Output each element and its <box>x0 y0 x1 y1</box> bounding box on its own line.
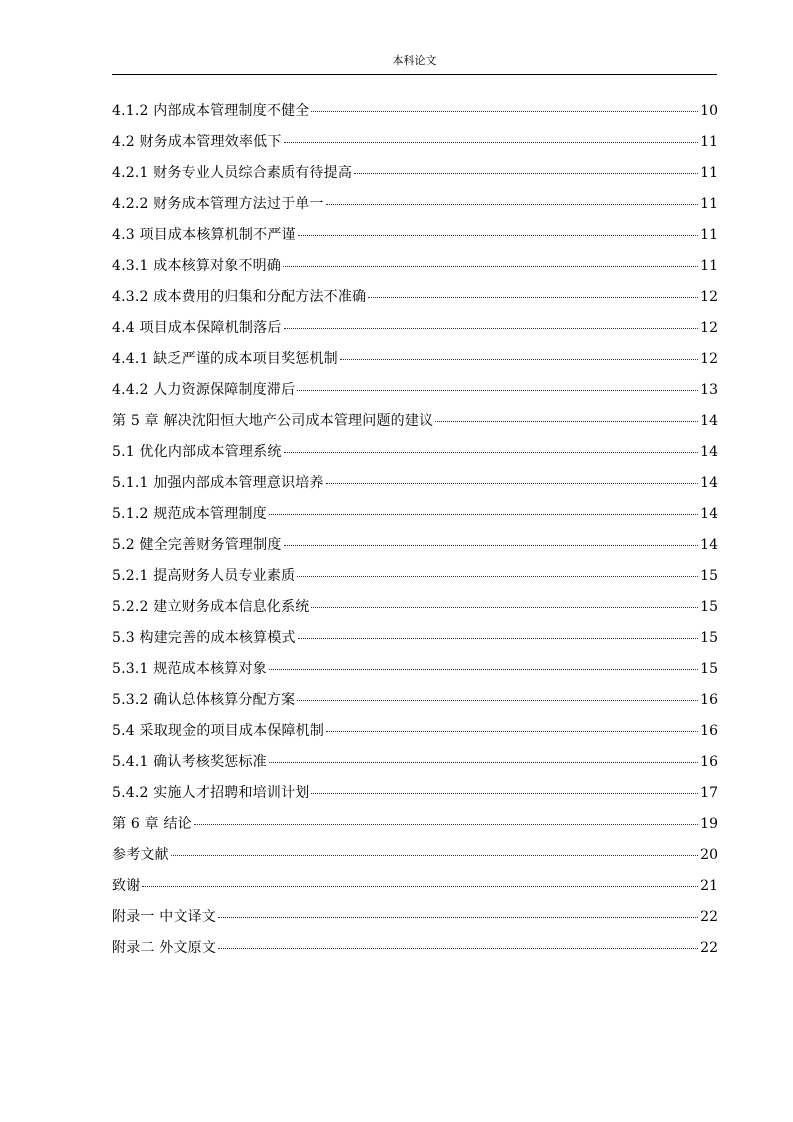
toc-entry[interactable] <box>112 189 718 220</box>
toc-dot-leader <box>297 390 698 391</box>
toc-entry[interactable] <box>112 251 718 282</box>
toc-dot-leader <box>311 607 698 608</box>
toc-entry-page: 14 <box>700 444 718 460</box>
toc-entry-title: 4.2.1 财务专业人员综合素质有待提高 <box>112 165 353 181</box>
toc-entry[interactable] <box>112 933 718 964</box>
toc-entry-title: 5.3.2 确认总体核算分配方案 <box>112 692 296 708</box>
toc-entry[interactable] <box>112 809 718 840</box>
toc-entry[interactable] <box>112 530 718 561</box>
toc-entry-page: 21 <box>700 878 718 894</box>
toc-entry[interactable] <box>112 871 718 902</box>
toc-entry-title: 附录二 外文原文 <box>112 940 217 956</box>
toc-entry-title: 4.4 项目成本保障机制落后 <box>112 320 282 336</box>
toc-entry-title: 致谢 <box>112 878 141 894</box>
toc-dot-leader <box>284 545 699 546</box>
toc-entry-page: 19 <box>700 816 718 832</box>
toc-dot-leader <box>298 235 698 236</box>
toc-entry-page: 12 <box>700 351 718 367</box>
toc-entry[interactable] <box>112 127 718 158</box>
toc-entry[interactable] <box>112 685 718 716</box>
toc-entry-title: 5.4.2 实施人才招聘和培训计划 <box>112 785 310 801</box>
toc-entry-title: 5.2 健全完善财务管理制度 <box>112 537 282 553</box>
toc-entry[interactable] <box>112 840 718 871</box>
toc-entry-page: 16 <box>700 723 718 739</box>
toc-entry[interactable] <box>112 406 718 437</box>
toc-entry[interactable] <box>112 158 718 189</box>
toc-entry[interactable] <box>112 778 718 809</box>
toc-entry-page: 16 <box>700 692 718 708</box>
toc-entry-title: 第 6 章 结论 <box>112 816 192 832</box>
toc-entry-title: 第 5 章 解决沈阳恒大地产公司成本管理问题的建议 <box>112 413 434 429</box>
toc-dot-leader <box>218 948 698 949</box>
toc-entry-title: 4.2.2 财务成本管理方法过于单一 <box>112 196 324 212</box>
toc-entry-page: 15 <box>700 599 718 615</box>
toc-entry-page: 22 <box>700 940 718 956</box>
toc-dot-leader <box>354 173 698 174</box>
toc-dot-leader <box>298 638 698 639</box>
toc-entry[interactable] <box>112 375 718 406</box>
toc-entry-title: 4.3 项目成本核算机制不严谨 <box>112 227 296 243</box>
toc-entry-page: 12 <box>700 320 718 336</box>
toc-entry[interactable] <box>112 747 718 778</box>
toc-dot-leader <box>340 359 698 360</box>
toc-entry-page: 14 <box>700 537 718 553</box>
toc-entry[interactable] <box>112 561 718 592</box>
toc-entry[interactable] <box>112 716 718 747</box>
toc-entry-page: 14 <box>700 506 718 522</box>
toc-entry-page: 16 <box>700 754 718 770</box>
toc-dot-leader <box>284 142 699 143</box>
toc-entry-page: 12 <box>700 289 718 305</box>
toc-entry[interactable] <box>112 499 718 530</box>
toc-entry-page: 11 <box>700 196 718 212</box>
table-of-contents <box>112 96 718 964</box>
toc-entry-title: 5.4 采取现金的项目成本保障机制 <box>112 723 325 739</box>
toc-dot-leader <box>171 855 698 856</box>
toc-dot-leader <box>284 452 699 453</box>
toc-entry-title: 4.1.2 内部成本管理制度不健全 <box>112 103 310 119</box>
toc-entry-title: 参考文献 <box>112 847 169 863</box>
toc-entry-title: 5.4.1 确认考核奖惩标准 <box>112 754 267 770</box>
toc-entry-page: 11 <box>700 165 718 181</box>
toc-entry-title: 4.4.2 人力资源保障制度滞后 <box>112 382 296 398</box>
toc-entry-page: 15 <box>700 568 718 584</box>
toc-dot-leader <box>218 917 698 918</box>
toc-entry-title: 4.3.2 成本费用的归集和分配方法不准确 <box>112 289 367 305</box>
toc-entry-title: 5.3.1 规范成本核算对象 <box>112 661 267 677</box>
toc-dot-leader <box>297 576 698 577</box>
toc-dot-leader <box>269 762 698 763</box>
toc-dot-leader <box>284 328 699 329</box>
toc-entry-title: 5.1.1 加强内部成本管理意识培养 <box>112 475 324 491</box>
toc-entry-page: 10 <box>700 103 718 119</box>
toc-entry-page: 13 <box>700 382 718 398</box>
toc-dot-leader <box>142 886 698 887</box>
toc-entry-page: 14 <box>700 413 718 429</box>
toc-entry-page: 11 <box>700 258 718 274</box>
toc-dot-leader <box>269 514 698 515</box>
toc-entry[interactable] <box>112 654 718 685</box>
toc-entry-title: 4.4.1 缺乏严谨的成本项目奖惩机制 <box>112 351 338 367</box>
page-header <box>112 52 717 75</box>
toc-entry-title: 附录一 中文译文 <box>112 909 217 925</box>
toc-entry[interactable] <box>112 282 718 313</box>
toc-entry-page: 14 <box>700 475 718 491</box>
toc-dot-leader <box>194 824 698 825</box>
toc-dot-leader <box>269 669 698 670</box>
toc-entry[interactable] <box>112 468 718 499</box>
toc-entry[interactable] <box>112 220 718 251</box>
toc-entry[interactable] <box>112 344 718 375</box>
toc-entry-page: 17 <box>700 785 718 801</box>
toc-entry-title: 4.3.1 成本核算对象不明确 <box>112 258 282 274</box>
toc-dot-leader <box>326 204 699 205</box>
toc-entry-page: 11 <box>700 134 718 150</box>
toc-entry-title: 5.2.2 建立财务成本信息化系统 <box>112 599 310 615</box>
toc-entry[interactable] <box>112 902 718 933</box>
toc-entry[interactable] <box>112 623 718 654</box>
toc-entry[interactable] <box>112 592 718 623</box>
toc-dot-leader <box>297 700 698 701</box>
toc-entry-title: 5.1 优化内部成本管理系统 <box>112 444 282 460</box>
toc-dot-leader <box>311 111 698 112</box>
toc-entry-title: 5.2.1 提高财务人员专业素质 <box>112 568 296 584</box>
toc-entry-page: 22 <box>700 909 718 925</box>
toc-entry-page: 15 <box>700 661 718 677</box>
toc-entry-title: 5.3 构建完善的成本核算模式 <box>112 630 296 646</box>
toc-entry-page: 11 <box>700 227 718 243</box>
toc-entry-page: 20 <box>700 847 718 863</box>
toc-entry[interactable] <box>112 96 718 127</box>
toc-entry-page: 15 <box>700 630 718 646</box>
header-title: 本科论文 <box>392 54 437 67</box>
toc-dot-leader <box>283 266 698 267</box>
toc-dot-leader <box>311 793 698 794</box>
toc-entry-title: 5.1.2 规范成本管理制度 <box>112 506 267 522</box>
toc-dot-leader <box>326 483 699 484</box>
toc-dot-leader <box>435 421 698 422</box>
toc-entry[interactable] <box>112 313 718 344</box>
toc-entry-title: 4.2 财务成本管理效率低下 <box>112 134 282 150</box>
toc-dot-leader <box>368 297 698 298</box>
toc-entry[interactable] <box>112 437 718 468</box>
toc-dot-leader <box>326 731 698 732</box>
